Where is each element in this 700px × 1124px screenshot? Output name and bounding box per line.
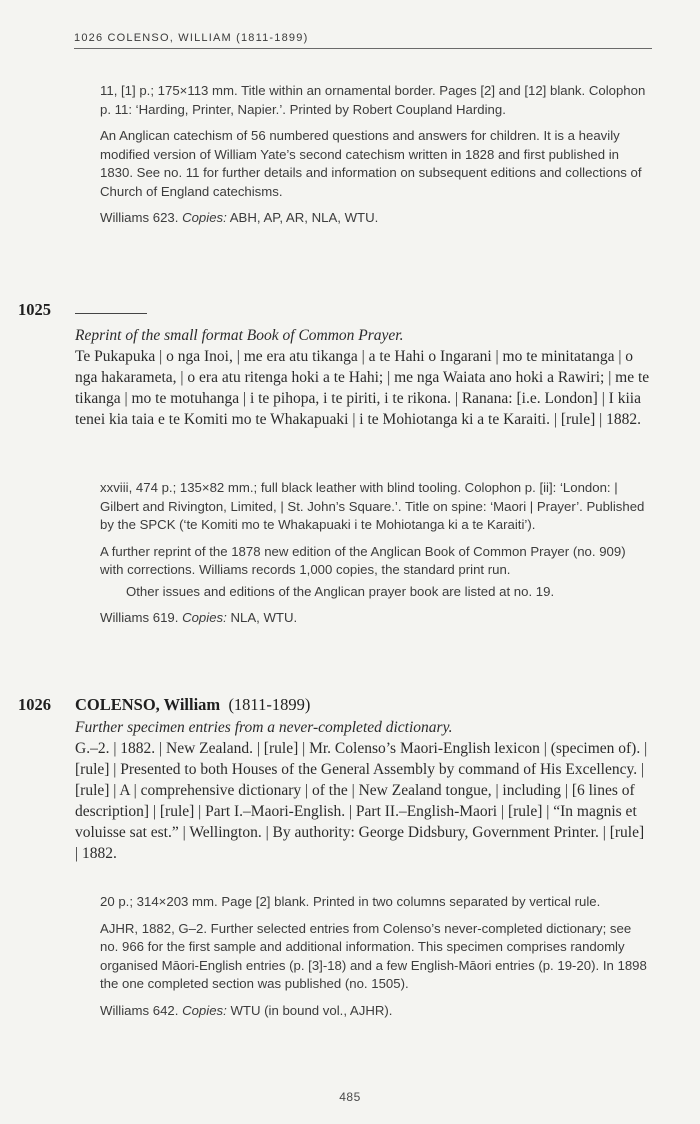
entry-1024-note: An Anglican catechism of 56 numbered questions and answers for children. It is a heavily modified version of William Yate’s second catechism written in 1828 and first published in 1830. See no. 11 for further details and information on subsequent editions and collections of Church of England catechisms.: [100, 128, 642, 199]
entry-1026-number: 1026: [18, 695, 51, 714]
copies-label: Copies:: [182, 1002, 227, 1018]
running-head: 1026 COLENSO, WILLIAM (1811-1899): [74, 32, 652, 49]
entry-1026-author: COLENSO, William: [75, 695, 221, 714]
entry-1026-heading: [75, 695, 310, 715]
author-repeat-rule: [75, 313, 147, 314]
copies-list: NLA, WTU.: [226, 610, 298, 625]
entry-1025-title: Te Pukapuka | o nga Inoi, | me era atu tikanga | a te Hahi o Ingarani | mo te minitatanga | o nga hakarameta, | o era atu ritenga hoki a te Hahi; | me nga Waiata ano hoki a Rawiri; | me te tikanga | mo te motuhanga | i te pihopa, i te piriti, i te rikona. | Ranana: [i.e. London] | I kiia tenei kia taia e te Komiti mo te Whakapuaki | i te Mohiotanga ki a te Karaiti. | [rule] | 1882.: [75, 348, 650, 428]
entry-1025-title-block: [75, 325, 650, 430]
entry-1025-subtitle: Reprint of the small format Book of Common Prayer.: [75, 327, 404, 344]
entry-1025-number: 1025: [18, 300, 51, 319]
entry-1026-title: G.–2. | 1882. | New Zealand. | [rule] | Mr. Colenso’s Maori-English lexicon | (specimen of). | [rule] | Presented to both Houses of the General Assembly by command of His Excellency. | [rule] | A | comprehensive dictionary | of the | New Zealand tongue, | including | [6 lines of description] | [rule] | Part I.–Maori-English. | Part II.–English-Maori | [rule] | “In magnis et voluisse sat est.” | Wellington. | By authority: George Didsbury, Government Printer. | [rule] | 1882.: [75, 740, 648, 862]
entry-1026-title-block: [75, 717, 650, 864]
entry-1026-dates: (1811-1899): [228, 695, 311, 714]
reference-text: Williams 642.: [100, 1002, 183, 1018]
entry-1025-reference: [100, 609, 652, 628]
entry-1024-description: 11, [1] p.; 175×113 mm. Title within an ornamental border. Pages [2] and [12] blank. Colophon p. 11: ‘Harding, Printer, Napier.’. Printed by Robert Coupland Harding.: [100, 83, 646, 117]
entry-1026-details: [100, 893, 652, 1028]
entry-1024-continuation: [100, 82, 652, 236]
entry-1026-subtitle: Further specimen entries from a never-completed dictionary.: [75, 719, 453, 736]
copies-label: Copies:: [182, 610, 227, 625]
page-number: 485: [339, 1090, 361, 1104]
reference-text: Williams 623.: [100, 210, 183, 225]
entry-1025-description: xxviii, 474 p.; 135×82 mm.; full black leather with blind tooling. Colophon p. [ii]: ‘London: | Gilbert and Rivington, Limited, | St. John’s Square.’. Title on spine: ‘Maori | Prayer’. Published by the SPCK (‘te Komiti mo te Whakapuaki i te Mohiotanga ki a te Karaiti’).: [100, 480, 645, 532]
reference-text: Williams 619.: [100, 610, 183, 625]
entry-1025-details: [100, 479, 652, 636]
entry-1026-reference: [100, 1002, 652, 1021]
copies-list: WTU (in bound vol., AJHR).: [226, 1002, 393, 1018]
entry-1025-note: A further reprint of the 1878 new edition of the Anglican Book of Common Prayer (no. 909) with corrections. Williams records 1,000 copies, the standard print run.: [100, 543, 626, 577]
copies-label: Copies:: [182, 210, 227, 225]
entry-1025-note-2: Other issues and editions of the Anglican prayer book are listed at no. 19.: [126, 583, 555, 599]
entry-1026-note: AJHR, 1882, G–2. Further selected entries from Colenso’s never-completed dictionary; see no. 966 for the first sample and additional information. This specimen comprises randomly organised Māori-English entries (p. [3]-18) and a few English-Māori entries (p. 19-20). In 1898 the one completed section was published (no. 1505).: [100, 920, 647, 991]
entry-1024-reference: [100, 209, 652, 228]
copies-list: ABH, AP, AR, NLA, WTU.: [226, 210, 379, 225]
entry-1026-description: 20 p.; 314×203 mm. Page [2] blank. Printed in two columns separated by vertical rule.: [100, 894, 601, 909]
